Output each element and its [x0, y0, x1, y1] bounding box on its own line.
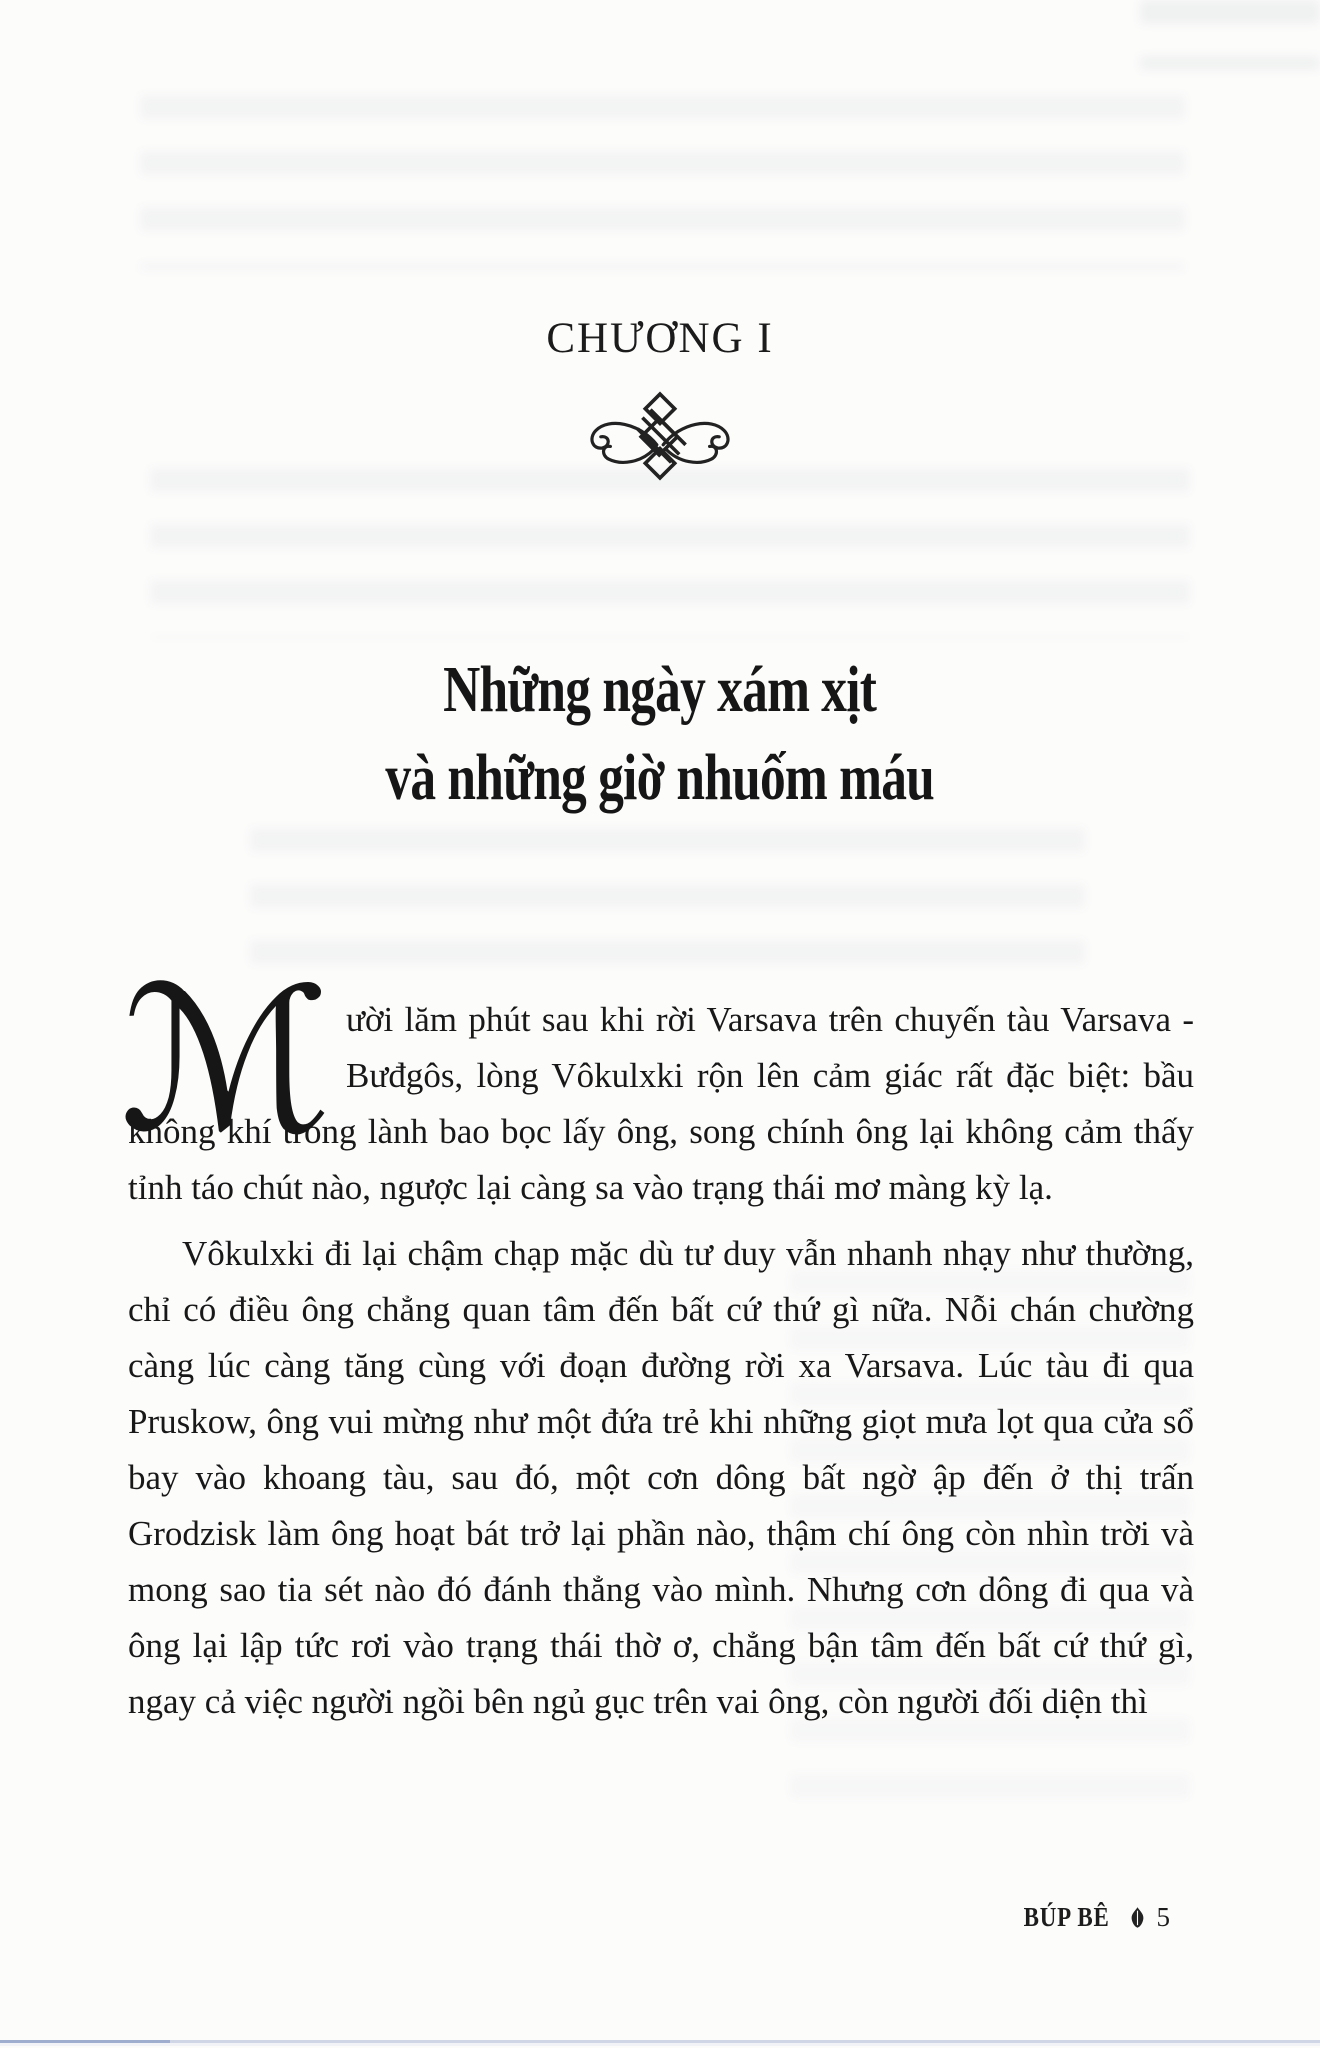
paragraph-1: [120, 945, 1194, 1216]
scan-edge-shadow: [0, 2043, 1320, 2046]
paragraph-2: Vôkulxki đi lại chậm chạp mặc dù tư duy vẫn nhanh nhạy như thường, chỉ có điều ông chẳng quan tâm đến bất cứ thứ gì nữa. Nỗi chán chường càng lúc càng tăng cùng với đoạn đường rời xa Varsava. Lúc tàu đi qua Pruskow, ông vui mừng như một đứa trẻ khi những giọt mưa lọt qua cửa sổ bay vào khoang tàu, sau đó, một cơn dông bất ngờ ập đến ở thị trấn Grodzisk làm ông hoạt bát trở lại phần nào, thậm chí ông còn nhìn trời và mong sao tia sét nào đó đánh thẳng vào mình. Nhưng cơn dông đi qua và ông lại lập tức rơi vào trạng thái thờ ơ, chẳng bận tâm đến bất cứ thứ gì, ngay cả việc người ngồi bên ngủ gục trên vai ông, còn người đối diện thì: [128, 1234, 1194, 1721]
chapter-title: [0, 646, 1320, 822]
bleedthrough-artifact: [250, 828, 1085, 978]
chapter-title-line2: và những giờ nhuốm máu: [385, 741, 935, 814]
bleedthrough-artifact: [1140, 0, 1320, 70]
scan-edge-line: [0, 2040, 1320, 2043]
paragraph-1-text: ười lăm phút sau khi rời Varsava trên chuyến tàu Varsava - Bưđgôs, lòng Vôkulxki rộn lên cảm giác rất đặc biệt: bầu không khí trong lành bao bọc lấy ông, song chính ông lại không cảm thấy tỉnh táo chút nào, ngược lại càng sa vào trạng thái mơ màng kỳ lạ.: [128, 1000, 1194, 1207]
bleedthrough-artifact: [140, 95, 1185, 270]
chapter-heading: CHƯƠNG I: [546, 315, 774, 362]
page-footer: [1016, 1902, 1170, 1933]
body-text: [120, 945, 1194, 1730]
dropcap-container: [120, 945, 346, 1176]
page-number: 5: [1156, 1902, 1170, 1932]
leaf-fleuron-icon: [1129, 1906, 1146, 1929]
chapter-title-line1: Những ngày xám xịt: [443, 653, 877, 726]
knot-flourish-icon: [572, 390, 748, 503]
dropcap-letter-m: ℳ: [120, 945, 332, 1176]
running-book-title: BÚP BÊ: [1023, 1902, 1110, 1932]
